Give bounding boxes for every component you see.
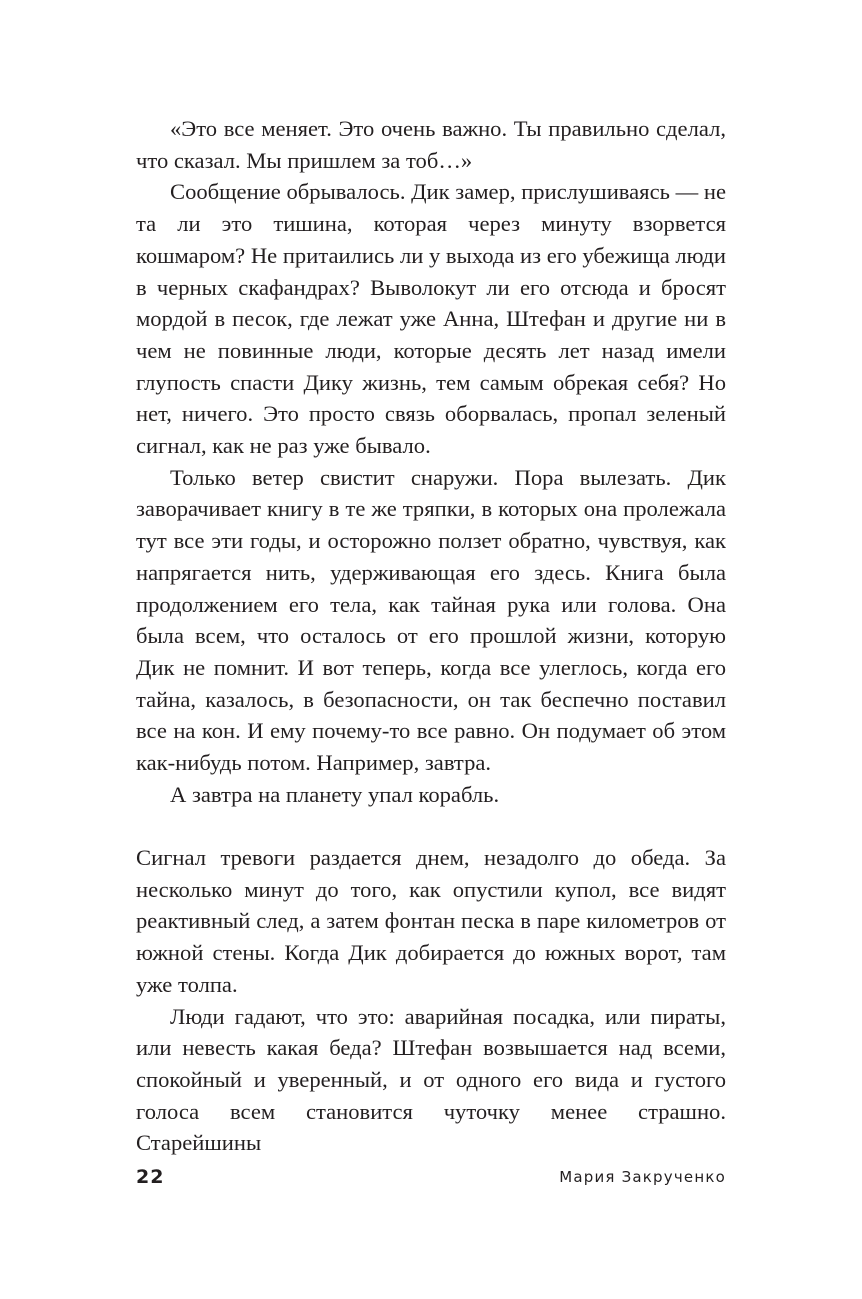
paragraph: Только ветер свистит снаружи. Пора вылезать. Дик заворачивает книгу в те же тряпки, в которых она пролежала тут все эти годы, и осторожно ползет обратно, чувствуя, как напрягается нить, удерживающая его здесь. Книга была продолжением его тела, как тайная рука или голова. Она была всем, что осталось от его прошлой жизни, которую Дик не помнит. И вот теперь, когда все улеглось, когда его тайна, казалось, в безопасности, он так беспечно поставил все на кон. И ему почему-то все равно. Он подумает об этом как-нибудь потом. Например, завтра. — [136, 464, 726, 776]
paragraph: Сигнал тревоги раздается днем, незадолго до обеда. За несколько минут до того, как опустили купол, все видят реактивный след, а затем фонтан песка в паре километров от южной стены. Когда Дик добирается до южных ворот, там уже толпа. — [136, 845, 726, 997]
text-section-1 — [136, 113, 726, 810]
text-section-2 — [136, 842, 726, 1159]
paragraph: «Это все меняет. Это очень важно. Ты правильно сделал, что сказал. Мы пришлем за тоб…» — [136, 116, 726, 173]
paragraph: Люди гадают, что это: аварийная посадка, или пираты, или невесть какая беда? Штефан возвышается над всеми, спокойный и уверенный, и от одного его вида и густого голоса всем становится чуточку менее страшно. Старейшины — [136, 1003, 726, 1156]
page-footer — [136, 1166, 726, 1194]
author-name: Мария Закрученко — [559, 1168, 726, 1186]
paragraph: А завтра на планету упал корабль. — [170, 781, 500, 807]
paragraph: Сообщение обрывалось. Дик замер, прислушиваясь — не та ли это тишина, которая через минуту взорвется кошмаром? Не притаились ли у выхода из его убежища люди в черных скафандрах? Выволокут ли его отсюда и бросят мордой в песок, где лежат уже Анна, Штефан и другие ни в чем не повинные люди, которые десять лет назад имели глупость спасти Дику жизнь, тем самым обрекая себя? Но нет, ничего. Это просто связь оборвалась, пропал зеленый сигнал, как не раз уже бывало. — [136, 179, 726, 459]
page-number: 22 — [136, 1166, 165, 1188]
